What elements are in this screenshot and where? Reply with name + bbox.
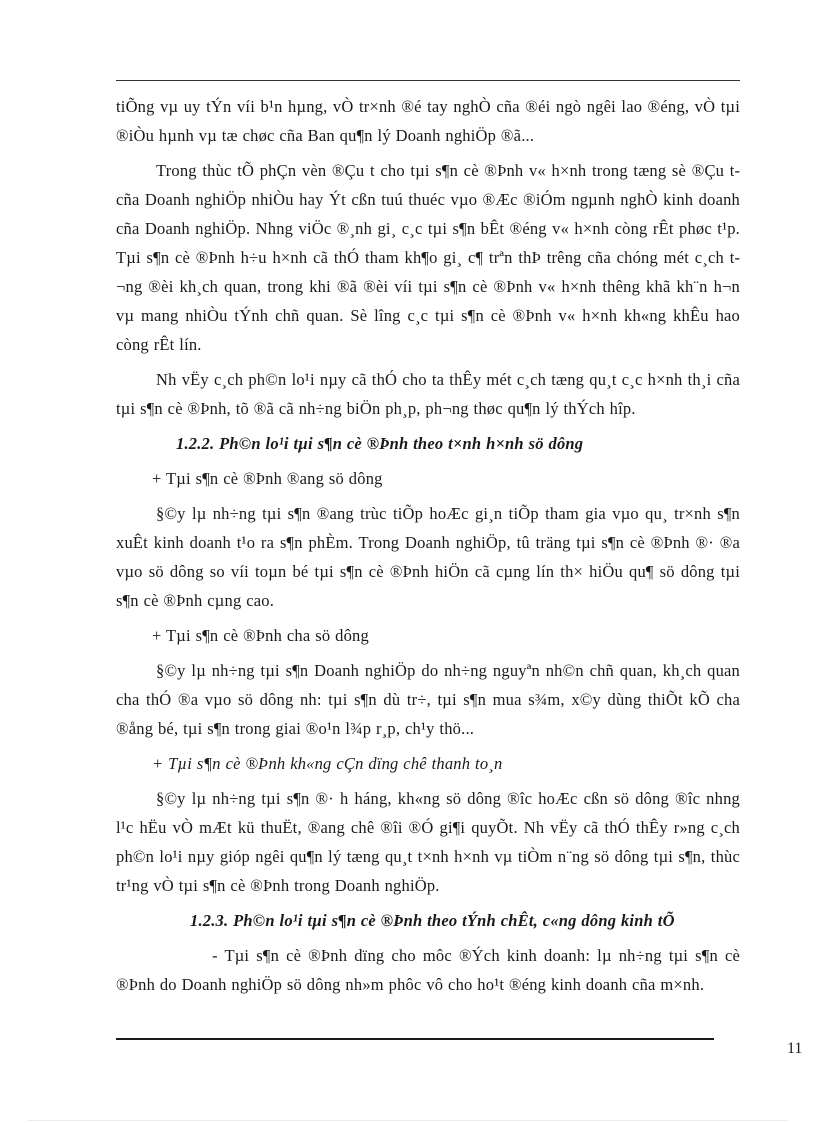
paragraph-4: §©y lµ nh÷ng tµi s¶n ®ang trùc tiÕp hoÆc gi¸n tiÕp tham gia vµo qu¸ tr×nh s¶n xuÊt kinh doanh t¹o ra s¶n phÈm. Trong Doanh nghiÖp, tû träng tµi s¶n cè ®Þnh ®· ®a vµo sö dông so víi toµn bé tµi s¶n cè ®Þnh hiÖn cã cµng lín th× hiÖu qu¶ sö dông tµi s¶n cè ®Þnh cµng cao.: [116, 504, 740, 610]
footer-rule: [116, 1038, 714, 1040]
bullet-not-in-use: + Tµi s¶n cè ®Þnh cha sö dông: [152, 626, 369, 645]
page-body: [116, 92, 740, 1005]
paragraph-5: §©y lµ nh÷ng tµi s¶n Doanh nghiÖp do nh÷ng nguyªn nh©n chñ quan, kh¸ch quan cha thÓ ®a vµo sö dông nh: tµi s¶n dù tr÷, tµi s¶n mua s¾m, x©y dùng thiÕt kÕ cha ®ång bé, tµi s¶n trong giai ®o¹n l¾p r¸p, ch¹y thö...: [116, 661, 740, 738]
section-heading-1-2-2: 1.2.2. Ph©n lo¹i tµi s¶n cè ®Þnh theo t×nh h×nh sö dông: [176, 434, 584, 453]
paragraph-1: tiÕng vµ uy tÝn víi b¹n hµng, vÒ tr×nh ®é tay nghÒ cña ®éi ngò ngêi lao ®éng, vÒ tµi ®iÒu hµnh vµ tæ chøc cña Ban qu¶n lý Doanh nghiÖp ®ã...: [116, 97, 740, 145]
page-number: 11: [787, 1040, 803, 1057]
paragraph-3: Nh vËy c¸ch ph©n lo¹i nµy cã thÓ cho ta thÊy mét c¸ch tæng qu¸t c¸c h×nh th¸i cña tµi s¶n cè ®Þnh, tõ ®ã cã nh÷ng biÖn ph¸p, ph¬ng thøc qu¶n lý thÝch hîp.: [116, 370, 740, 418]
paragraph-6: §©y lµ nh÷ng tµi s¶n ®· h háng, kh«ng sö dông ®îc hoÆc cßn sö dông ®îc nhng l¹c hËu vÒ mÆt kü thuËt, ®ang chê ®îi ®Ó gi¶i quyÕt. Nh vËy cã thÓ thÊy r»ng c¸ch ph©n lo¹i nµy gióp ngêi qu¶n lý tæng qu¸t t×nh h×nh vµ tiÒm n¨ng sö dông tµi s¶n, thùc tr¹ng vÒ tµi s¶n cè ®Þnh trong Doanh nghiÖp.: [116, 789, 740, 895]
header-rule: [116, 80, 740, 81]
page-edge-divider: [28, 1120, 788, 1121]
bullet-in-use: + Tµi s¶n cè ®Þnh ®ang sö dông: [152, 469, 383, 488]
bullet-awaiting-liquidation: + Tµi s¶n cè ®Þnh kh«ng cÇn dïng chê thanh to¸n: [152, 754, 503, 773]
section-heading-1-2-3: 1.2.3. Ph©n lo¹i tµi s¶n cè ®Þnh theo tÝnh chÊt, c«ng dông kinh tÕ: [190, 911, 675, 930]
paragraph-2: Trong thùc tÕ phÇn vèn ®Çu t cho tµi s¶n cè ®Þnh v« h×nh trong tæng sè ®Çu t cña Doanh nghiÖp nhiÒu hay Ýt cßn tuú thuéc vµo ®Æc ®iÓm ngµnh nghÒ kinh doanh cña Doanh nghiÖp. Nhng viÖc ®¸nh gi¸ c¸c tµi s¶n bÊt ®éng v« h×nh còng rÊt phøc t¹p. Tµi s¶n cè ®Þnh h÷u h×nh cã thÓ tham kh¶o gi¸ c¶ trªn thÞ trêng cña chóng mét c¸ch t¬ng ®èi kh¸ch quan, trong khi ®ã ®èi víi tµi s¶n cè ®Þnh v« h×nh thêng khã kh¨n h¬n vµ mang nhiÒu tÝnh chñ quan. Sè lîng c¸c tµi s¶n cè ®Þnh v« h×nh kh«ng khÊu hao còng rÊt lín.: [116, 161, 740, 354]
paragraph-7: - Tµi s¶n cè ®Þnh dïng cho môc ®Ých kinh doanh: lµ nh÷ng tµi s¶n cè ®Þnh do Doanh nghiÖp sö dông nh»m phôc vô cho ho¹t ®éng kinh doanh cña m×nh.: [116, 946, 740, 994]
